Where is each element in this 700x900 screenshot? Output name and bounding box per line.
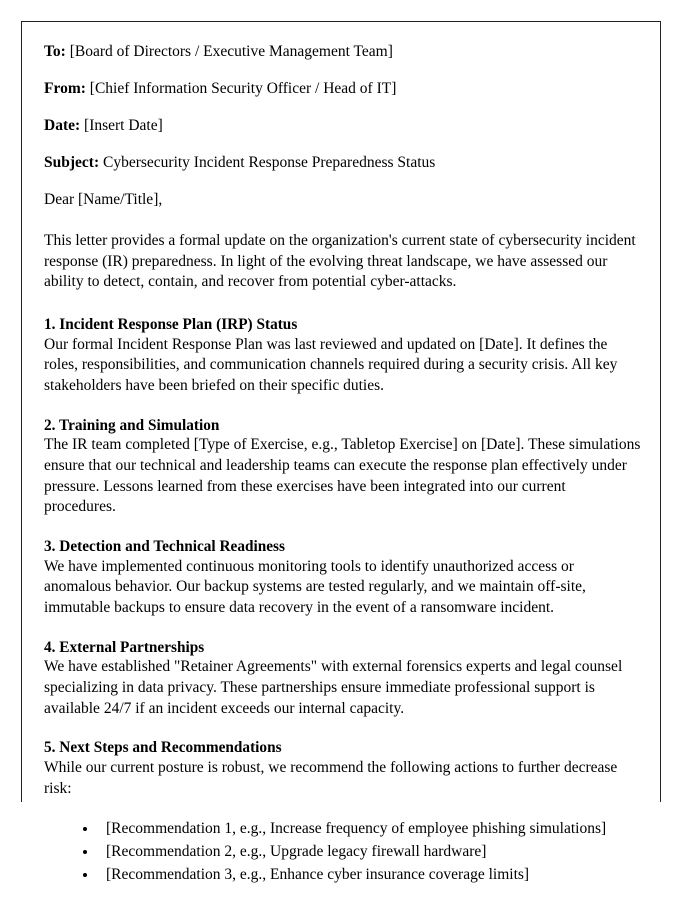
section-block-1 (44, 315, 641, 397)
section-block-3 (44, 537, 641, 619)
list-item: • [Recommendation 2, e.g., Upgrade legacy firewall hardware] (98, 841, 641, 864)
section-heading-3: 3. Detection and Technical Readiness (44, 537, 285, 555)
salutation: Dear [Name/Title], (44, 191, 163, 209)
letter-body (44, 43, 641, 887)
section-heading-5: 5. Next Steps and Recommendations (44, 739, 282, 757)
meta-value-to: [Board of Directors / Executive Management Team] (69, 43, 393, 60)
section-body-2: The IR team completed [Type of Exercise, e.g., Tabletop Exercise] on [Date]. These simulations ensure that our technical and leadership teams can execute the response plan effectively under pressure. Lessons learned from these exercises have been integrated into our current procedures. (44, 436, 641, 516)
meta-label-from: From: (44, 80, 86, 98)
meta-value-subject: Cybersecurity Incident Response Preparedness Status (102, 154, 436, 172)
meta-value-date: [Insert Date] (84, 117, 163, 135)
section-block-5 (44, 738, 641, 799)
recommendation-list (44, 818, 641, 887)
meta-line-date (44, 117, 641, 136)
section-body-3: We have implemented continuous monitoring tools to identify unauthorized access or anomalous behavior. Our backup systems are tested regularly, and we maintain off-site, immutable backups to ensure data recovery in the event of a ransomware incident. (44, 557, 586, 616)
intro-paragraph: This letter provides a formal update on the organization's current state of cybersecurity incident response (IR) preparedness. In light of the evolving threat landscape, we have assessed our ability to detect, contain, and recover from potential cyber-attacks. (44, 231, 636, 291)
section-body-1: Our formal Incident Response Plan was last reviewed and updated on [Date]. It defines the roles, responsibilities, and communication channels required during a security crisis. All key stakeholders have been briefed on their specific duties. (44, 335, 618, 394)
meta-label-subject: Subject: (44, 154, 100, 172)
section-heading-2: 2. Training and Simulation (44, 416, 220, 434)
meta-line-from (44, 80, 641, 99)
meta-label-date: Date: (44, 117, 81, 135)
list-item: • [Recommendation 3, e.g., Enhance cyber insurance coverage limits] (98, 864, 641, 887)
list-item: • [Recommendation 1, e.g., Increase frequency of employee phishing simulations] (98, 818, 641, 841)
section-heading-4: 4. External Partnerships (44, 638, 205, 656)
section-block-2 (44, 416, 641, 518)
meta-line-to (44, 43, 641, 62)
document-page (21, 21, 661, 884)
section-heading-1: 1. Incident Response Plan (IRP) Status (44, 315, 298, 333)
meta-value-from: [Chief Information Security Officer / Head of IT] (89, 80, 397, 98)
meta-line-subject (44, 154, 641, 173)
section-body-5: While our current posture is robust, we recommend the following actions to further decrease risk: (44, 759, 618, 797)
section-body-4: We have established "Retainer Agreements" with external forensics experts and legal counsel specializing in data privacy. These partnerships ensure immediate professional support is available 24/7 if an incident exceeds our internal capacity. (44, 658, 623, 717)
section-block-4 (44, 638, 641, 720)
meta-label-to: To: (44, 43, 66, 60)
